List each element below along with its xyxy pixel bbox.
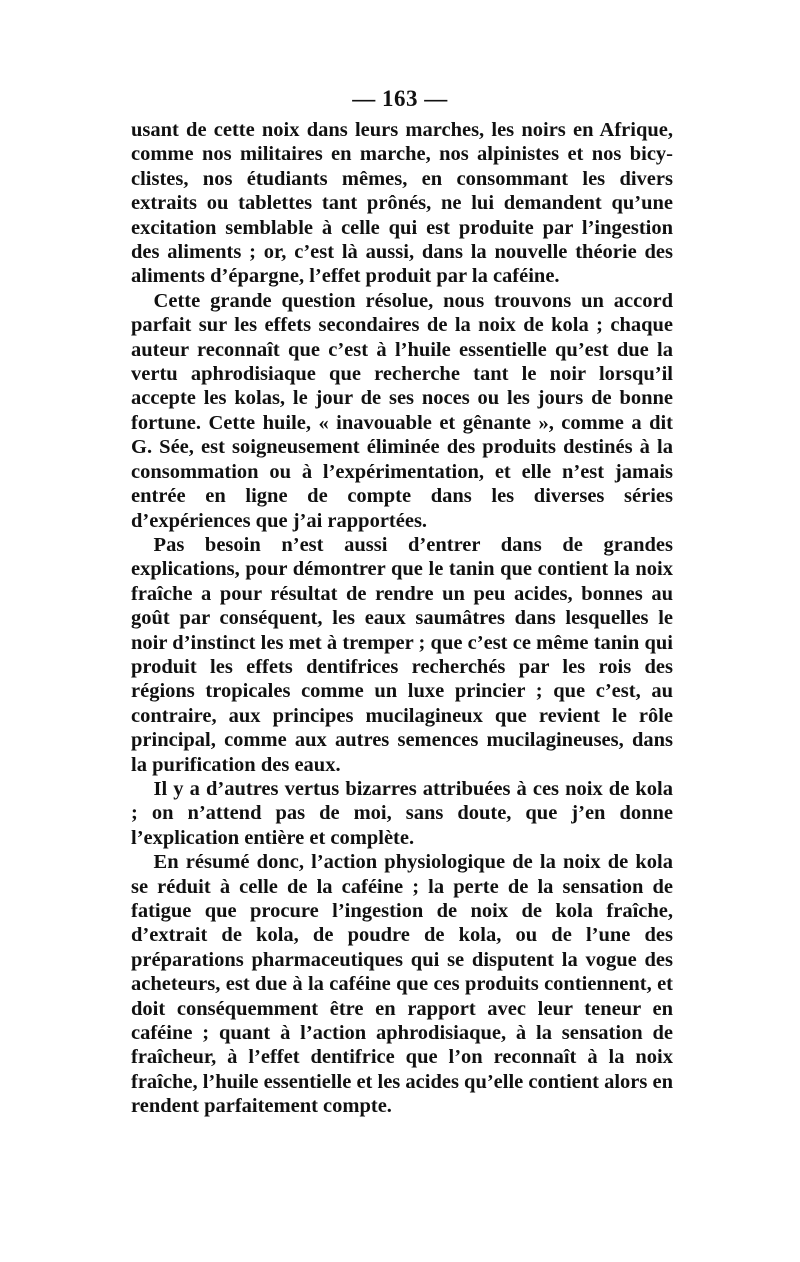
paragraph-3: Pas besoin n’est aussi d’entrer dans de grandes explications, pour démontrer que le tanin que contient la noix fraîche a pour résultat de rendre un peu acides, bonnes au goût par conséquent, les eaux saumâtres dans lesquelles le noir d’instinct les met à tremper ; que c’est ce même tanin qui produit les effets dentifrices recherchés par les rois des régions tropicales comme un luxe princier ; que c’est, au contraire, aux principes mucilagineux que revient le rôle principal, comme aux autres semences mucilagineuses, dans la purification des eaux.: [131, 533, 673, 776]
paragraph-4: Il y a d’autres vertus bizarres attribuées à ces noix de kola ; on n’attend pas de moi, sans doute, que j’en donne l’explication entière et complète.: [131, 777, 673, 849]
paragraph-5: En résumé donc, l’action physiologique de la noix de kola se réduit à celle de la caféine ; la perte de la sensation de fatigue que procure l’ingestion de noix de kola fraîche, d’extrait de kola, de poudre de kola, ou de l’une des préparations pharmaceutiques qui se disputent la vogue des acheteurs, est due à la caféine que ces produits contiennent, et doit conséquemment être en rapport avec leur teneur en caféine ; quant à l’action aphrodisiaque, à la sensation de fraîcheur, à l’effet dentifrice que l’on reconnaît à la noix fraîche, l’huile essentielle et les acides qu’elle contient alors en rendent parfaitement compte.: [131, 851, 674, 1118]
page-number: — 163 —: [352, 86, 448, 111]
paragraph-1: usant de cette noix dans leurs marches, les noirs en Afrique, comme nos militaires en marche, nos alpinistes et nos bicyclistes, nos étudiants mêmes, en consommant les divers extraits ou tablettes tant prônés, ne lui demandent qu’une excitation semblable à celle qui est produite par l’ingestion des aliments ; or, c’est là aussi, dans la nouvelle théorie des aliments d’épargne, l’effet produit par la caféine.: [131, 119, 673, 288]
body-text: [131, 118, 673, 1119]
paragraph-2: Cette grande question résolue, nous trouvons un accord parfait sur les effets secondaires de la noix de kola ; chaque auteur reconnaît que c’est à l’huile essentielle qu’est due la vertu aphrodisiaque que recherche tant le noir lorsqu’il accepte les kolas, le jour de ses noces ou les jours de bonne fortune. Cette huile, « inavouable et gênante », comme a dit G. Sée, est soigneusement éliminée des produits destinés à la consommation ou à l’expérimentation, et elle n’est jamais entrée en ligne de compte dans les diverses séries d’expériences que j’ai rapportées.: [131, 289, 673, 532]
